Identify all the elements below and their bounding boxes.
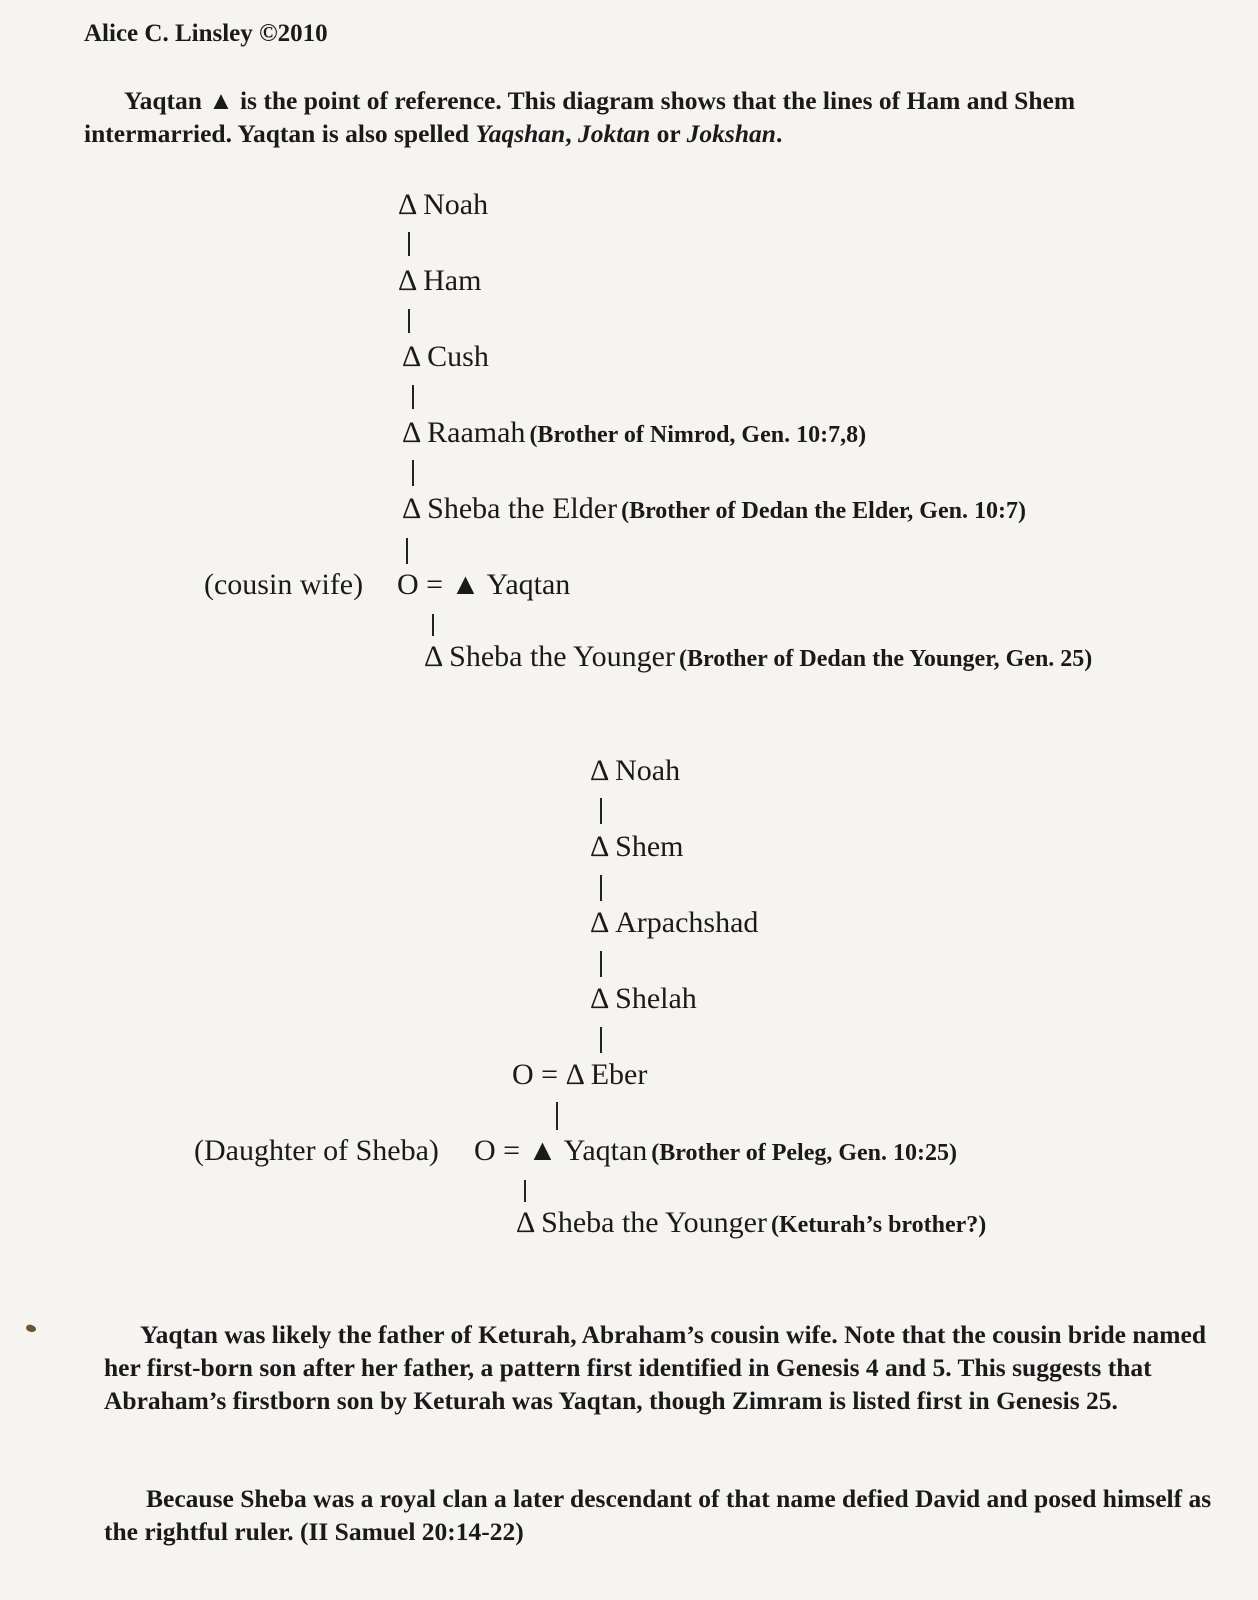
d2-arpachshad: Δ Arpachshad (590, 906, 759, 939)
intro-paragraph (84, 84, 1214, 150)
author-credit: Alice C. Linsley ©2010 (84, 20, 328, 47)
d2-line-4 (600, 1027, 602, 1053)
d1-noah: Δ Noah (398, 188, 489, 221)
d1-line-4 (412, 460, 414, 486)
d1-line-1 (408, 232, 410, 256)
d2-marriage-yaqtan: O = ▲ Yaqtan (474, 1134, 648, 1167)
d1-line-6 (432, 614, 434, 636)
d1-ham: Δ Ham (398, 264, 482, 297)
d2-line-1 (600, 798, 602, 824)
d1-raamah-note: (Brother of Nimrod, Gen. 10:7,8) (529, 422, 867, 448)
d1-raamah-row (402, 416, 866, 450)
d1-sheba-elder: Δ Sheba the Elder (402, 492, 618, 525)
d2-daughter-of-sheba-label: (Daughter of Sheba) (194, 1134, 439, 1167)
d1-sheba-younger: Δ Sheba the Younger (424, 640, 675, 673)
paper-speck (25, 1323, 37, 1334)
d1-sheba-elder-row (402, 492, 1026, 526)
d1-line-5 (406, 538, 408, 564)
intro-sep-2: or (650, 119, 687, 148)
d2-sheba-younger: Δ Sheba the Younger (516, 1206, 767, 1239)
intro-end: . (775, 119, 783, 148)
d2-noah: Δ Noah (590, 754, 681, 787)
d2-yaqtan-note: (Brother of Peleg, Gen. 10:25) (651, 1140, 958, 1166)
d2-shelah: Δ Shelah (590, 982, 697, 1015)
d1-sheba-elder-note: (Brother of Dedan the Elder, Gen. 10:7) (621, 498, 1026, 524)
d1-line-3 (412, 385, 414, 409)
d1-raamah: Δ Raamah (402, 416, 526, 449)
d1-sheba-younger-note: (Brother of Dedan the Younger, Gen. 25) (678, 646, 1093, 672)
d1-cush: Δ Cush (402, 340, 489, 373)
d2-sheba-younger-row (516, 1206, 986, 1240)
d2-line-2 (600, 875, 602, 901)
alt-spelling-jokshan: Jokshan (686, 119, 776, 148)
intro-sep-1: , (565, 119, 578, 148)
d2-sheba-younger-note: (Keturah’s brother?) (770, 1212, 987, 1238)
d1-marriage-yaqtan: O = ▲ Yaqtan (397, 568, 571, 601)
alt-spelling-joktan: Joktan (578, 119, 651, 148)
d2-line-6 (524, 1180, 526, 1202)
sheba-paragraph: Because Sheba was a royal clan a later descendant of that name defied David and posed himself as the rightful ruler. (II Samuel 20:14-22) (104, 1484, 1212, 1546)
d1-cousin-wife-label: (cousin wife) (204, 568, 364, 601)
d2-yaqtan-row (474, 1134, 957, 1168)
alt-spelling-yaqshan: Yaqshan (475, 119, 566, 148)
d2-line-5 (556, 1102, 558, 1130)
d2-eber-marriage: O = Δ Eber (512, 1058, 648, 1091)
d2-shem: Δ Shem (590, 830, 684, 863)
d2-line-3 (600, 951, 602, 977)
d1-line-2 (408, 309, 410, 333)
d1-sheba-younger-row (424, 640, 1092, 674)
filled-triangle-icon: ▲ (208, 86, 234, 115)
intro-text-1: Yaqtan (124, 86, 209, 115)
keturah-paragraph: Yaqtan was likely the father of Keturah, Abraham’s cousin wife. Note that the cousin bride named her first-born son after her father, a pattern first identified in Genesis 4 and 5. This suggests that Abraham’s firstborn son by Keturah was Yaqtan, though Zimram is listed first in Genesis 25. (104, 1320, 1207, 1415)
intro-text-2: is the point of reference. This diagram shows that the lines of Ham and Shem intermarried. Yaqtan is also spelled (84, 86, 1076, 148)
